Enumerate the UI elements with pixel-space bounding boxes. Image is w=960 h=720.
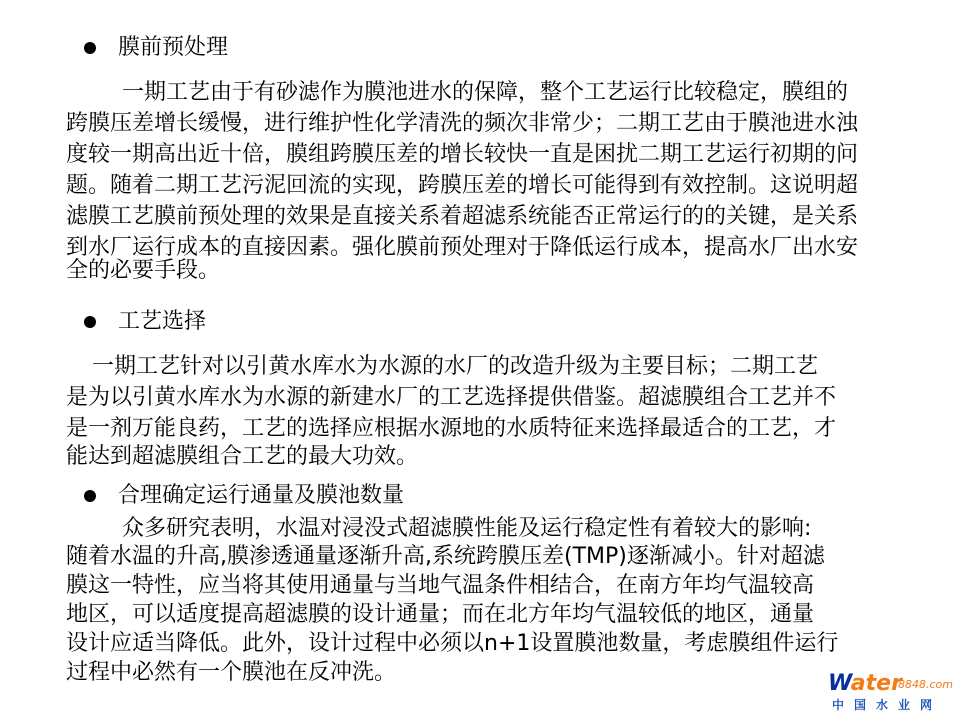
logo-subtitle: 中国水业网 [832, 698, 943, 712]
paragraph-line: 到水厂运行成本的直接因素。强化膜前预处理对于降低运行成本，提高水厂出水安 [66, 235, 859, 260]
paragraph-line: 随着水温的升高,膜渗透通量逐渐升高,系统跨膜压差(TMP)逐渐减小。针对超滤 [66, 544, 825, 569]
section-heading-pretreatment: 膜前预处理 [118, 35, 229, 60]
paragraph-line: 滤膜工艺膜前预处理的效果是直接关系着超滤系统能否正常运行的的关键，是关系 [66, 204, 859, 229]
logo-domain-suffix: .com [926, 678, 953, 691]
paragraph-line: 是一剂万能良药，工艺的选择应根据水源地的水质特征来选择最适合的工艺，才 [66, 416, 837, 441]
section-heading-process-selection: 工艺选择 [118, 309, 207, 334]
paragraph-line: 跨膜压差增长缓慢，进行维护性化学清洗的频次非常少；二期工艺由于膜池进水浊 [66, 111, 859, 136]
logo-number-digits: 8848 [898, 678, 926, 691]
paragraph-line: 全的必要手段。 [66, 258, 221, 283]
logo-number [898, 678, 953, 691]
water8848-logo [828, 672, 952, 716]
paragraph-line: 题。随着二期工艺污泥回流的实现，跨膜压差的增长可能得到有效控制。这说明超 [66, 173, 859, 198]
section-heading-flux-and-tanks: 合理确定运行通量及膜池数量 [118, 483, 405, 508]
paragraph-line: 是为以引黄水库水为水源的新建水厂的工艺选择提供借鉴。超滤膜组合工艺并不 [66, 385, 837, 410]
paragraph-line: 众多研究表明，水温对浸没式超滤膜性能及运行稳定性有着较大的影响: [122, 516, 812, 541]
paragraph-line: 一期工艺由于有砂滤作为膜池进水的保障，整个工艺运行比较稳定，膜组的 [122, 80, 849, 105]
logo-letters-ater: ater [850, 671, 902, 696]
paragraph-line: 度较一期高出近十倍，膜组跨膜压差的增长较快一直是困扰二期工艺运行初期的问 [66, 142, 859, 167]
paragraph-line: 能达到超滤膜组合工艺的最大功效。 [66, 444, 419, 469]
paragraph-line: 一期工艺针对以引黄水库水为水源的水厂的改造升级为主要目标；二期工艺 [92, 354, 819, 379]
bullet-dot [84, 42, 96, 54]
logo-letter-w: W [828, 671, 851, 696]
logo-wordmark [828, 672, 902, 696]
bullet-dot [84, 490, 96, 502]
paragraph-line: 地区，可以适度提高超滤膜的设计通量；而在北方年均气温较低的地区，通量 [66, 602, 815, 627]
bullet-dot [84, 316, 96, 328]
paragraph-line: 设计应适当降低。此外，设计过程中必须以n+1设置膜池数量，考虑膜组件运行 [66, 631, 839, 656]
paragraph-line: 膜这一特性，应当将其使用通量与当地气温条件相结合，在南方年均气温较高 [66, 573, 815, 598]
paragraph-line: 过程中必然有一个膜池在反冲洗。 [66, 660, 397, 685]
